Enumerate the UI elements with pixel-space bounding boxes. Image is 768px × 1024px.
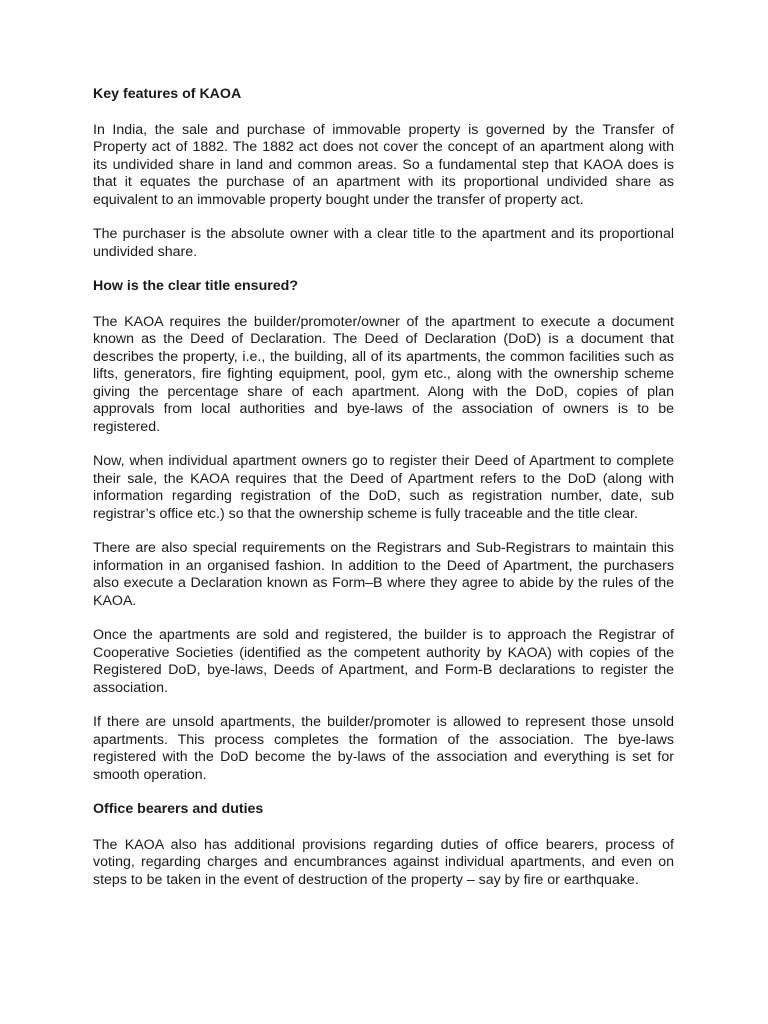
document-page	[93, 86, 674, 906]
paragraph-registrar-cooperative: Once the apartments are sold and registered, the builder is to approach the Registrar of Cooperative Societies (identified as the competent authority by KAOA) with copies of the Registered DoD, bye-laws, Deeds of Apartment, and Form-B declarations to register the association.	[93, 627, 674, 696]
section-heading-office-bearers: Office bearers and duties	[93, 801, 264, 817]
section-heading-clear-title: How is the clear title ensured?	[93, 278, 298, 294]
paragraph-transfer-of-property: In India, the sale and purchase of immovable property is governed by the Transfer of Property act of 1882. The 1882 act does not cover the concept of an apartment along with its undivided share in land and common areas. So a fundamental step that KAOA does is that it equates the purchase of an apartment with its proportional undivided share as equivalent to an immovable property bought under the transfer of property act.	[93, 121, 674, 208]
paragraph-registrars: There are also special requirements on the Registrars and Sub-Registrars to maintain this information in an organised fashion. In addition to the Deed of Apartment, the purchasers also execute a Declaration known as Form–B where they agree to abide by the rules of the KAOA.	[93, 540, 674, 609]
paragraph-deed-of-apartment: Now, when individual apartment owners go to register their Deed of Apartment to complete their sale, the KAOA requires that the Deed of Apartment refers to the DoD (along with information regarding registration of the DoD, such as registration number, date, sub registrar’s office etc.) so that the ownership scheme is fully traceable and the title clear.	[93, 453, 674, 522]
paragraph-deed-of-declaration: The KAOA requires the builder/promoter/owner of the apartment to execute a document known as the Deed of Declaration. The Deed of Declaration (DoD) is a document that describes the property, i.e., the building, all of its apartments, the common facilities such as lifts, generators, fire fighting equipment, pool, gym etc., along with the ownership scheme giving the percentage share of each apartment. Along with the DoD, copies of plan approvals from local authorities and bye-laws of the association of owners is to be registered.	[93, 313, 674, 435]
paragraph-unsold-apartments: If there are unsold apartments, the builder/promoter is allowed to represent those unsold apartments. This process completes the formation of the association. The bye-laws registered with the DoD become the by-laws of the association and everything is set for smooth operation.	[93, 714, 674, 783]
paragraph-additional-provisions: The KAOA also has additional provisions regarding duties of office bearers, process of voting, regarding charges and encumbrances against individual apartments, and even on steps to be taken in the event of destruction of the property – say by fire or earthquake.	[93, 836, 674, 888]
paragraph-absolute-owner: The purchaser is the absolute owner with a clear title to the apartment and its proportional undivided share.	[93, 226, 674, 260]
section-heading-key-features: Key features of KAOA	[93, 86, 242, 102]
